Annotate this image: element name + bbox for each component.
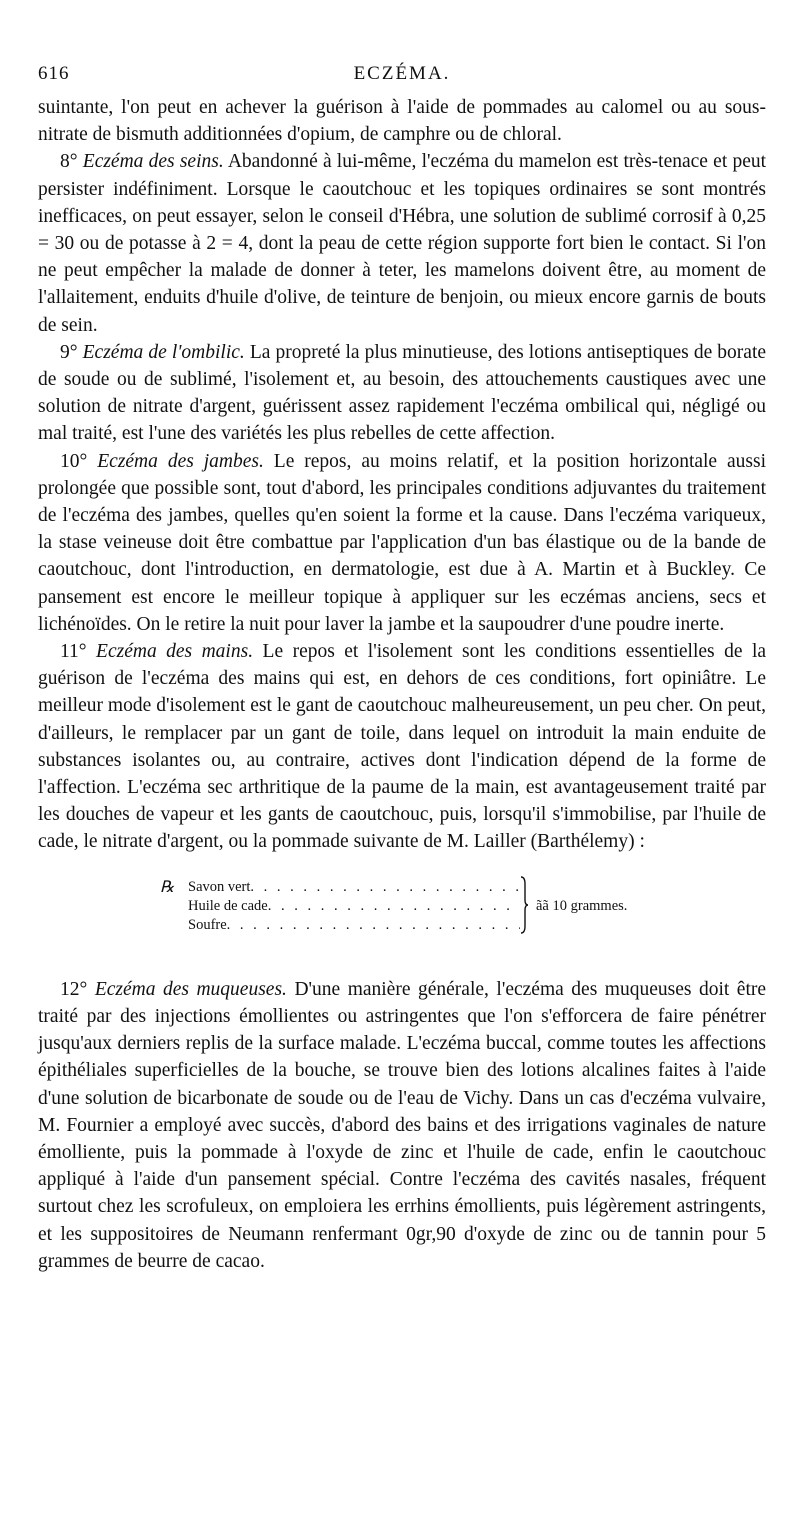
prescription-formula xyxy=(38,876,766,956)
ingredient-name: Savon vert xyxy=(188,878,251,895)
section-text: La propreté la plus minutieuse, des lotions antiseptiques de borate de soude ou de sublimé, l'isolement et, au besoin, des attouchements caustiques avec une solution de nitrate d'argent, guérissent assez rapidement l'eczéma ombilical qui, négligé ou mal traité, est l'une des variétés les plus rebelles de cette affection. xyxy=(38,341,767,445)
leader-dots xyxy=(227,916,520,935)
section-number: 8° xyxy=(60,151,78,173)
ingredient-name: Huile de cade xyxy=(188,897,268,914)
leader-dots xyxy=(250,878,520,897)
page-header xyxy=(38,60,766,88)
section-text: Le repos, au moins relatif, et la position horizontale aussi prolongée que possible sont, tout d'abord, les principales conditions adjuvantes du traitement de l'eczéma des jambes, quelles qu'en soient la forme et la cause. Dans l'eczéma variqueux, la stase veineuse doit être combattue par l'application d'un bas élastique ou de la bande de caoutchouc, dont l'introduction, en dermatologie, est due à A. Martin et à Buckley. Ce pansement est encore le meilleur topique à appliquer sur les eczémas anciens, secs et lichénoïdes. On le retire la nuit pour laver la jambe et la saupoudrer d'une poudre inerte. xyxy=(38,450,767,635)
section-text: Le repos et l'isolement sont les conditions essentielles de la guérison de l'eczéma des mains qui est, en dehors de ces conditions, fort opiniâtre. Le meilleur mode d'isolement est le gant de caoutchouc malheureusement, un peu cher. On peut, d'ailleurs, le remplacer par un gant de toile, dans lequel on introduit la main enduite de substances isolantes ou, au contraire, actives dont l'indication dépend de la forme de l'affection. L'eczéma sec arthritique de la paume de la main, est avantageusement traité par les douches de vapeur et les gants de caoutchouc, puis, lorsqu'il s'immobilise, par l'huile de cade, le nitrate d'argent, ou la pommade suivante de M. Lailler (Barthélemy) : xyxy=(38,641,767,853)
section-title: Eczéma des jambes. xyxy=(97,450,264,472)
section-text: Abandonné à lui-même, l'eczéma du mamelon est très-tenace et peut persister indéfiniment. Lorsque le caoutchouc et les topiques ordinaires se sont montrés inefficaces, on peut essayer, selon le conseil d'Hébra, une solution de sublimé corrosif à 0,25 = 30 ou de potasse à 2 = 4, dont la peau de cette région supporte fort bien le contact. Si l'on ne peut empêcher la malade de donner à teter, les mamelons doivent être, au moment de l'allaitement, enduits d'huile d'olive, de teinture de benjoin, ou mieux encore garnis de bouts de sein. xyxy=(38,151,767,336)
section-title: Eczéma des seins. xyxy=(82,151,224,173)
paragraph-continuation: suintante, l'on peut en achever la guérison à l'aide de pommades au calomel ou au sous-nitrate de bismuth additionnées d'opium, de camphre ou de chloral. xyxy=(38,97,766,146)
ingredient-line xyxy=(188,916,520,935)
section-muqueuses xyxy=(38,976,766,1275)
section-title: Eczéma de l'ombilic. xyxy=(82,341,245,363)
ingredient-name: Soufre xyxy=(188,916,227,933)
recipe-symbol: ℞ xyxy=(160,878,175,896)
ingredient-line xyxy=(188,897,520,916)
section-jambes xyxy=(38,448,766,638)
ingredient-line xyxy=(188,878,520,897)
section-seins xyxy=(38,148,766,338)
running-title: ECZÉMA. xyxy=(353,63,451,84)
section-number: 10° xyxy=(60,450,88,472)
section-number: 9° xyxy=(60,341,78,363)
section-ombilic xyxy=(38,339,766,448)
ingredient-list xyxy=(188,878,520,935)
section-number: 11° xyxy=(60,641,87,663)
document-page xyxy=(38,60,766,1275)
section-mains xyxy=(38,638,766,856)
section-title: Eczéma des mains. xyxy=(96,641,254,663)
page-number: 616 xyxy=(38,63,70,84)
curly-brace-icon xyxy=(520,876,528,934)
section-text: D'une manière générale, l'eczéma des muqueuses doit être traité par des injections émollientes ou astringentes que l'on s'efforcera de faire pénétrer jusqu'aux derniers replis de la surface malade. L'eczéma buccal, comme toutes les affections épithéliales superficielles de la bouche, se trouve bien des lotions alcalines faites à l'aide d'une solution de bicarbonate de soude ou de l'eau de Vichy. Dans un cas d'eczéma vulvaire, M. Fournier a employé avec succès, d'abord des bains et des irrigations vaginales de nature émolliente, puis la pommade à l'oxyde de zinc et l'huile de cade, enfin le caoutchouc appliqué à l'aide d'un pansement spécial. Contre l'eczéma des cavités nasales, fréquent surtout chez les scrofuleux, on emploiera les errhins émollients, puis légèrement astringents, et les suppositoires de Neumann renfermant 0gr,90 d'oxyde de zinc ou de tannin pour 5 grammes de beurre de cacao. xyxy=(38,978,767,1272)
section-number: 12° xyxy=(60,978,88,1000)
leader-dots xyxy=(268,897,520,916)
dose-text: ãã 10 grammes. xyxy=(536,897,628,914)
section-title: Eczéma des muqueuses. xyxy=(94,978,287,1000)
